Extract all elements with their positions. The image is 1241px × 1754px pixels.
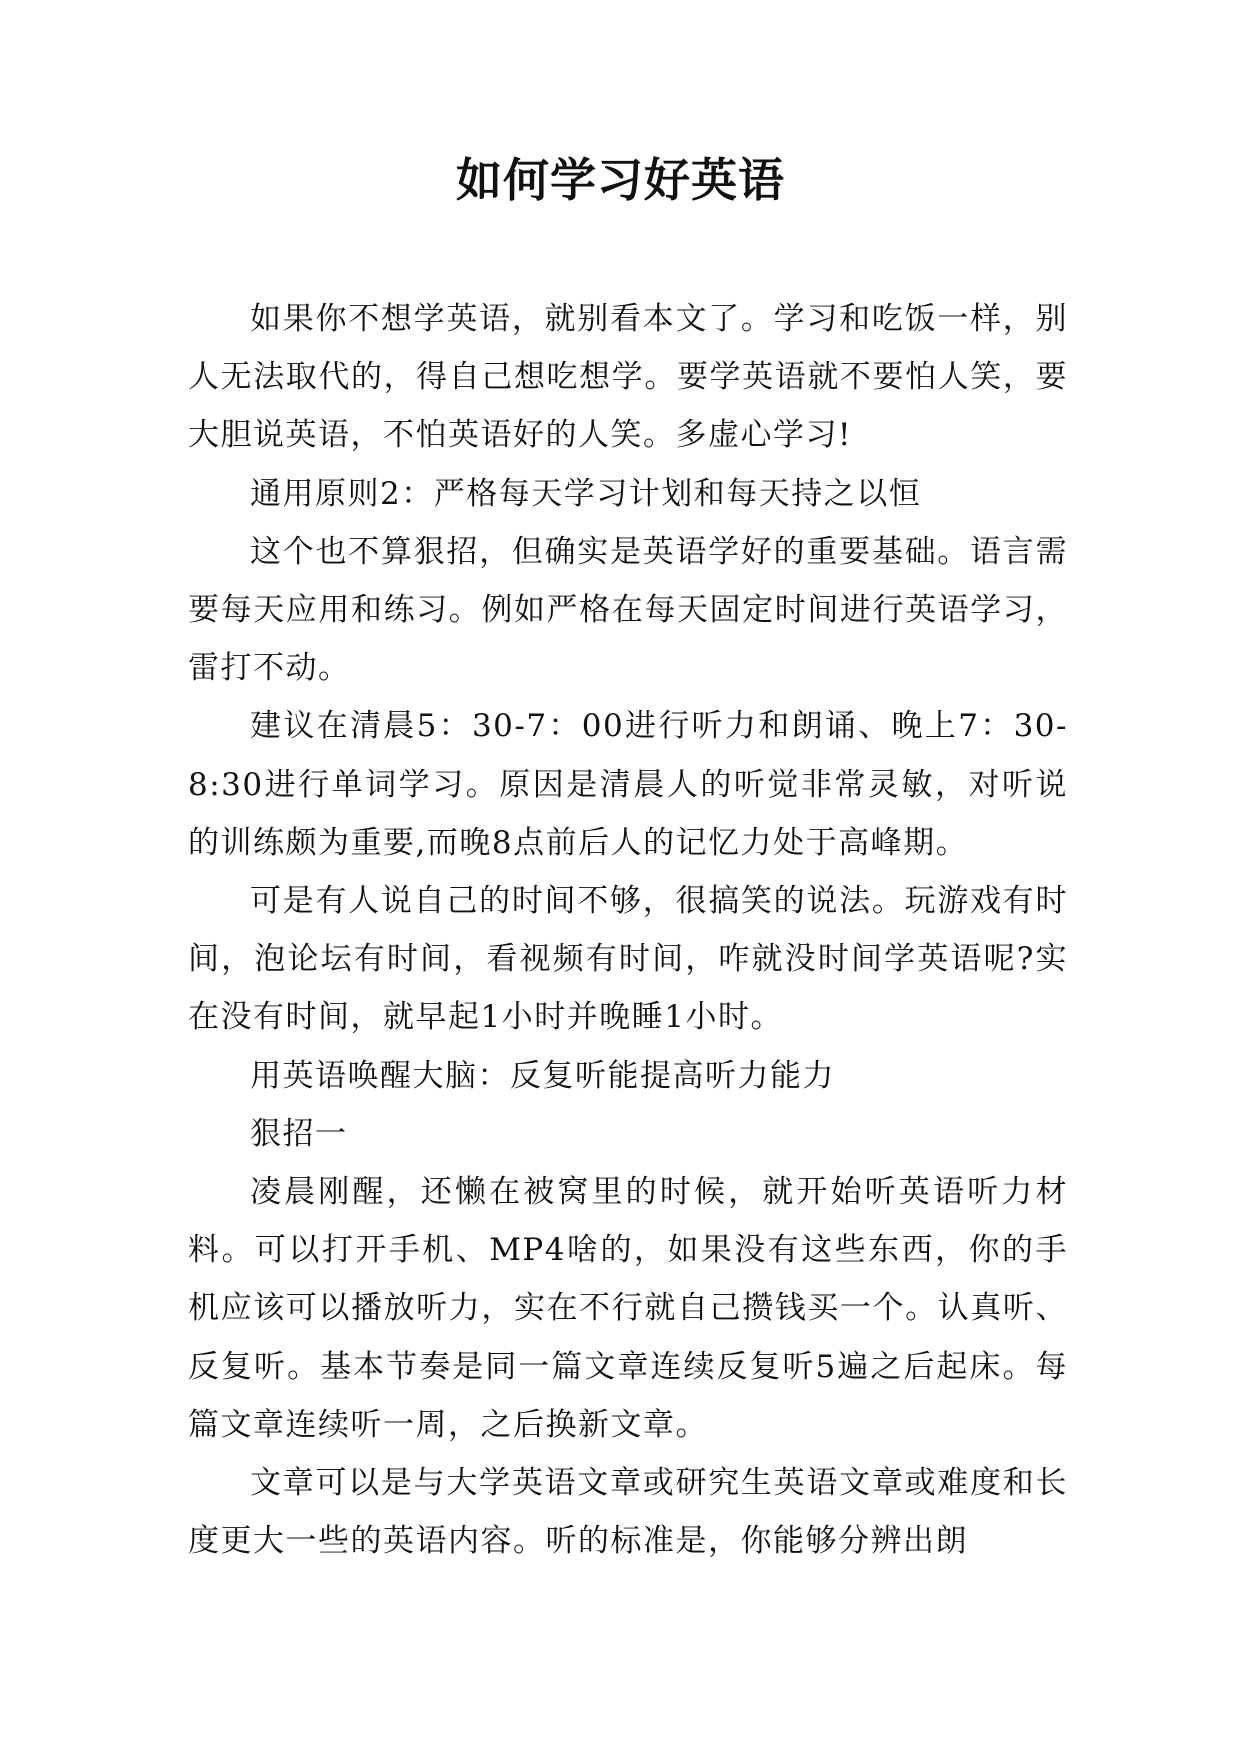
paragraph-materials: 文章可以是与大学英语文章或研究生英语文章或难度和长度更大一些的英语内容。听的标准是，你能够分辨出朗 bbox=[188, 1465, 1068, 1560]
paragraph-tip-one-heading: 狠招一 bbox=[250, 1115, 348, 1152]
paragraph-wake-brain-heading: 用英语唤醒大脑：反复听能提高听力能力 bbox=[250, 1057, 835, 1094]
paragraph-principle-heading: 通用原则2：严格每天学习计划和每天持之以恒 bbox=[250, 475, 922, 512]
paragraph-schedule: 建议在清晨5：30-7：00进行听力和朗诵、晚上7：30-8:30进行单词学习。原因是清晨人的听觉非常灵敏，对听说的训练颇为重要,而晚8点前后人的记忆力处于高峰期。 bbox=[188, 708, 1068, 861]
document-title: 如何学习好英语 bbox=[456, 153, 785, 207]
document-body bbox=[188, 290, 1068, 1570]
paragraph-intro: 如果你不想学英语，就别看本文了。学习和吃饭一样，别人无法取代的，得自己想吃想学。要学英语就不要怕人笑，要大胆说英语，不怕英语好的人笑。多虚心学习! bbox=[188, 301, 1068, 454]
paragraph-time-excuse: 可是有人说自己的时间不够，很搞笑的说法。玩游戏有时间，泡论坛有时间，看视频有时间，咋就没时间学英语呢?实在没有时间，就早起1小时并晚睡1小时。 bbox=[188, 883, 1068, 1036]
paragraph-morning-listening: 凌晨刚醒，还懒在被窝里的时候，就开始听英语听力材料。可以打开手机、MP4啥的，如果没有这些东西，你的手机应该可以播放听力，实在不行就自己攒钱买一个。认真听、反复听。基本节奏是同一篇文章连续反复听5遍之后起床。每篇文章连续听一周，之后换新文章。 bbox=[188, 1174, 1068, 1443]
paragraph-daily-practice: 这个也不算狠招，但确实是英语学好的重要基础。语言需要每天应用和练习。例如严格在每天固定时间进行英语学习，雷打不动。 bbox=[188, 533, 1068, 687]
